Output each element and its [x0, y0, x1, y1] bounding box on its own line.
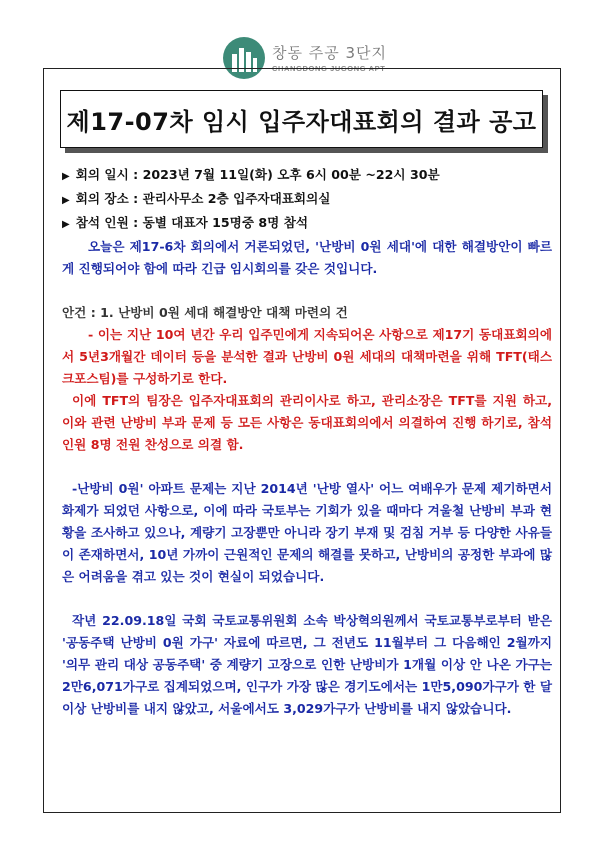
triangle-bullet-icon: ▶: [62, 219, 70, 230]
bullet-meeting-place: ▶ 회의 장소 : 관리사무소 2층 입주자대표회의실: [62, 191, 331, 206]
bullet-label: 회의 일시: [75, 167, 129, 182]
bullet-value: 관리사무소 2층 입주자대표회의실: [142, 191, 331, 206]
document-title: 제17-07차 임시 입주자대표회의 결과 공고: [66, 107, 537, 136]
bullet-value: 동별 대표자 15명중 8명 참석: [142, 215, 309, 230]
triangle-bullet-icon: ▶: [62, 195, 70, 206]
bullet-label: 회의 장소: [75, 191, 129, 206]
agenda-item: 안건 : 1. 난방비 0원 세대 해결방안 대책 마련의 건: [62, 305, 348, 320]
logo-name-korean: 창동 주공 3단지: [272, 43, 388, 62]
document-body: [62, 164, 552, 720]
resolution-paragraph-1: - 이는 지난 10여 년간 우리 입주민에게 지속되어온 사항으로 제17기 동대표회의에서 5년3개월간 데이터 등을 분석한 결과 난방비 0원 세대의 대책마련을 위해 TFT(태스크포스팀)를 구성하기로 한다.: [62, 327, 552, 386]
intro-paragraph: 오늘은 제17-6차 회의에서 거론되었던, '난방비 0원 세대'에 대한 해결방안이 빠르게 진행되어야 함에 따라 긴급 임시회의를 갖은 것입니다.: [62, 239, 552, 276]
resolution-paragraph-2: 이에 TFT의 팀장은 입주자대표회의 관리이사로 하고, 관리소장은 TFT를 지원 하고, 이와 관련 난방비 부과 문제 등 모든 사항은 동대표회의에서 의결하여 진행 하기로, 참석인원 8명 전원 찬성으로 의결 함.: [62, 393, 552, 452]
bullet-value: 2023년 7월 11일(화) 오후 6시 00분 ~22시 30분: [142, 167, 440, 182]
bullet-meeting-time: ▶ 회의 일시 : 2023년 7월 11일(화) 오후 6시 00분 ~22시 30분: [62, 167, 440, 182]
bullet-attendance: ▶ 참석 인원 : 동별 대표자 15명중 8명 참석: [62, 215, 309, 230]
bullet-label: 참석 인원: [75, 215, 129, 230]
triangle-bullet-icon: ▶: [62, 171, 70, 182]
background-paragraph-1: -난방비 0원' 아파트 문제는 지난 2014년 '난방 열사' 어느 여배우가 문제 제기하면서 화제가 되었던 사항으로, 이에 따라 국토부는 기회가 있을 때마다 겨울철 난방비 부과 현황을 조사하고 있으나, 계량기 고장뿐만 아니라 장기 부재 및 검침 거부 등 다양한 사유들이 존재하면서, 10년 가까이 근원적인 문제의 해결를 못하고, 난방비의 공정한 부과에 많은 어려움을 겪고 있는 것이 현실이 되었습니다.: [62, 481, 552, 584]
title-box: [60, 90, 543, 148]
logo-name-english: CHANGDONG JUGONG APT: [272, 63, 386, 73]
background-paragraph-2: 작년 22.09.18일 국회 국토교통위원회 소속 박상혁의원께서 국토교통부로부터 받은 '공동주택 난방비 0원 가구' 자료에 따르면, 그 전년도 11월부터 그 다음해인 2월까지 '의무 관리 대상 공동주택' 중 계량기 고장으로 인한 난방비가 1개월 이상 안 나온 가구는 2만6,071가구로 집계되었으며, 인구가 가장 많은 경기도에서는 1만5,090가구가 한 달 이상 난방비를 내지 않았고, 서울에서도 3,029가구가 난방비를 내지 않았습니다.: [62, 613, 552, 716]
